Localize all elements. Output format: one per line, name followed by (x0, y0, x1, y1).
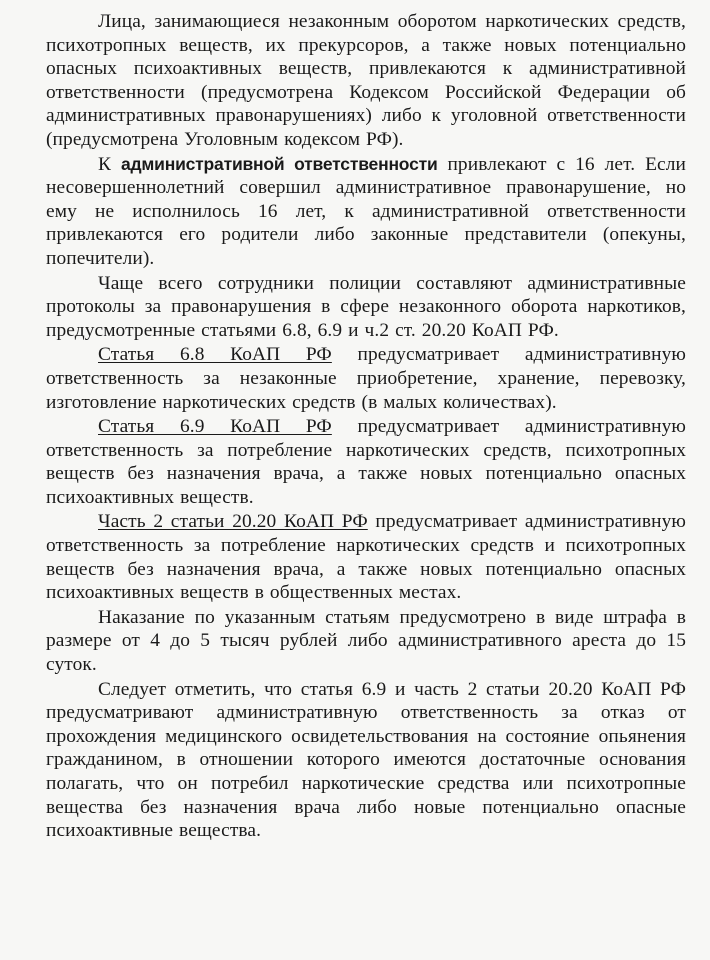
paragraph-article-6-8 (46, 343, 686, 414)
paragraph-age-start: К (98, 153, 121, 175)
article-20-20-text: предусматривает административную ответственность за потребление наркотических средств и психотропных веществ без назначения врача, а также новых потенциально опасных психоактивных веществ в общественных местах. (46, 511, 686, 604)
paragraph-article-6-9 (46, 415, 686, 509)
article-20-20-reference: Часть 2 статьи 20.20 КоАП РФ (98, 511, 368, 533)
paragraph-refusal-examination: Следует отметить, что статья 6.9 и часть 2 статьи 20.20 КоАП РФ предусматривают административную ответственность за отказ от прохождения медицинского освидетельствования на состояние опьянения гражданином, в отношении которого имеются достаточные основания полагать, что он потребил наркотические средства или психотропные вещества без назначения врача либо новые потенциально опасные психоактивные вещества. (46, 678, 686, 842)
article-6-9-reference: Статья 6.9 КоАП РФ (98, 416, 332, 438)
paragraph-age-rest: привлекают с 16 лет. Если несовершеннолетний совершил административное правонарушение, но ему не исполнилось 16 лет, к административной ответственности привлекаются его родители либо законные представители (опекуны, попечители). (46, 153, 686, 269)
paragraph-punishment: Наказание по указанным статьям предусмотрено в виде штрафа в размере от 4 до 5 тысяч рублей либо административного ареста до 15 суток. (46, 606, 686, 676)
article-6-9-text: предусматривает административную ответственность за потребление наркотических средств, психотропных веществ без назначения врача, а также новых потенциально опасных психоактивных веществ. (46, 416, 686, 508)
paragraph-police-protocols: Чаще всего сотрудники полиции составляют административные протоколы за правонарушения в сфере незаконного оборота наркотиков, предусмотренные статьями 6.8, 6.9 и ч.2 ст. 20.20 КоАП РФ. (46, 272, 686, 341)
bold-term-administrative-liability: административной ответственности (120, 153, 438, 174)
article-6-8-reference: Статья 6.8 КоАП РФ (98, 344, 332, 366)
paragraph-article-20-20 (46, 510, 686, 604)
article-6-8-text: предусматривает административную ответственность за незаконные приобретение, хранение, перевозку, изготовление наркотических средств (в малых количествах). (46, 344, 686, 413)
paragraph-intro: Лица, занимающиеся незаконным оборотом наркотических средств, психотропных веществ, их прекурсоров, а также новых потенциально опасных психоактивных веществ, привлекаются к административной ответственности (предусмотрена Кодексом Российской Федерации об административных правонарушениях) либо к уголовной ответственности (предусмотрена Уголовным кодексом РФ). (46, 11, 686, 150)
paragraph-age-liability (46, 153, 686, 271)
